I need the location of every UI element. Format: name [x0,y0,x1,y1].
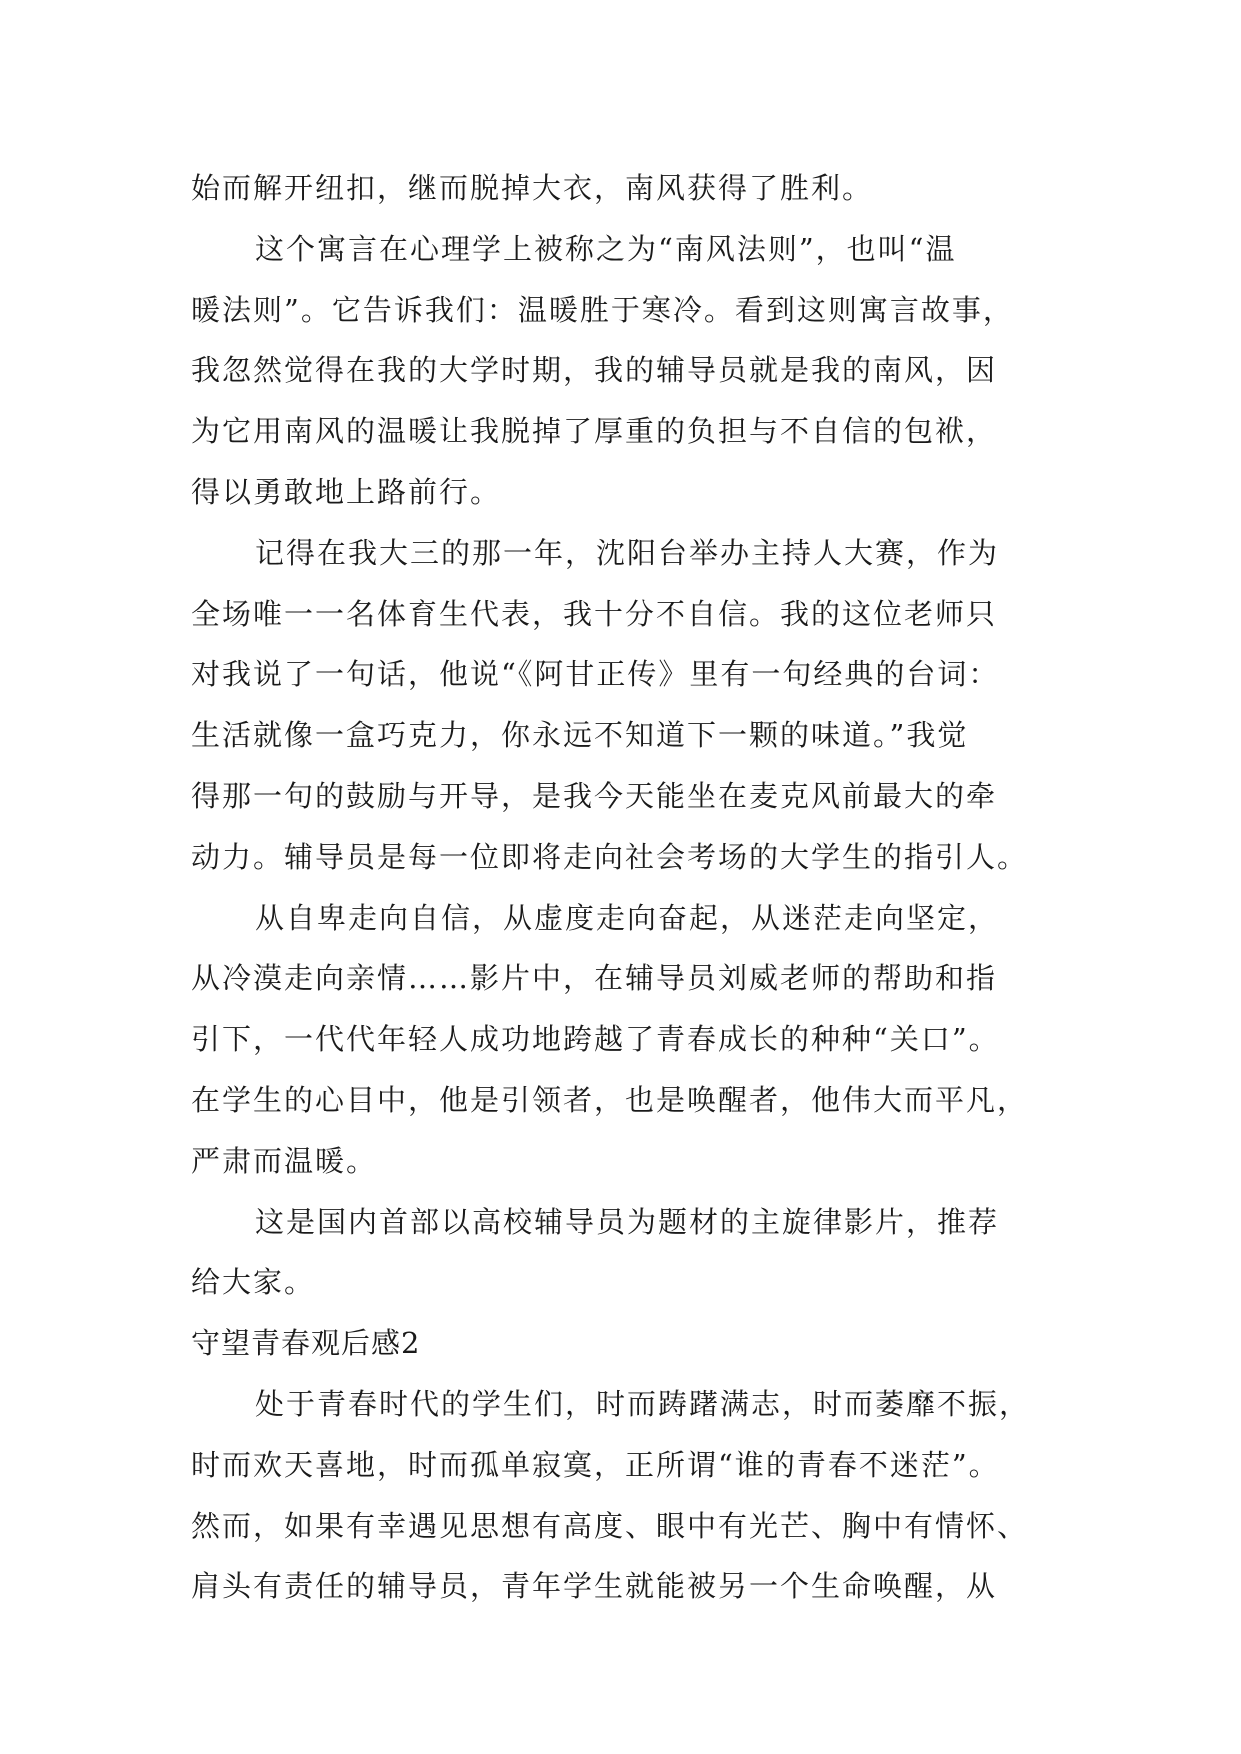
section-heading: 守望青春观后感2 [191,1326,421,1361]
paragraph-start-line: 处于青春时代的学生们，时而踌躇满志，时而萎靡不振， [255,1386,1031,1421]
text-line: 严肃而温暖。 [191,1143,378,1178]
text-line: 全场唯一一名体育生代表，我十分不自信。我的这位老师只 [191,596,998,631]
text-line: 在学生的心目中，他是引领者，也是唤醒者，他伟大而平凡， [191,1082,1029,1117]
text-line: 时而欢天喜地，时而孤单寂寞，正所谓“谁的青春不迷茫”。 [191,1447,1000,1482]
text-line: 引下，一代代年轻人成功地跨越了青春成长的种种“关口”。 [191,1022,1000,1057]
text-line: 得以勇敢地上路前行。 [191,474,502,509]
text-line: 动力。辅导员是每一位即将走向社会考场的大学生的指引人。 [191,839,1029,874]
text-line: 暖法则”。它告诉我们：温暖胜于寒冷。看到这则寓言故事， [191,292,1014,327]
paragraph-start-line: 记得在我大三的那一年，沈阳台举办主持人大赛，作为 [255,535,1000,570]
document-body [191,158,1071,1617]
text-line: 对我说了一句话，他说“《阿甘正传》里有一句经典的台词： [191,657,1000,692]
text-line: 始而解开纽扣，继而脱掉大衣，南风获得了胜利。 [191,171,874,205]
paragraph-start-line: 这个寓言在心理学上被称之为“南风法则”，也叫“温 [255,231,957,266]
text-line: 生活就像一盒巧克力，你永远不知道下一颗的味道。”我觉 [191,718,969,753]
paragraph-start-line: 从自卑走向自信，从虚度走向奋起，从迷茫走向坚定， [255,900,1000,935]
text-line: 得那一句的鼓励与开导，是我今天能坐在麦克风前最大的牵 [191,778,998,813]
paragraph-start-line: 这是国内首部以高校辅导员为题材的主旋律影片，推荐 [255,1204,1000,1239]
text-line: 我忽然觉得在我的大学时期，我的辅导员就是我的南风，因 [191,353,998,388]
text-line: 肩头有责任的辅导员，青年学生就能被另一个生命唤醒，从 [191,1569,998,1604]
text-line: 从冷漠走向亲情……影片中，在辅导员刘威老师的帮助和指 [191,961,998,996]
text-line: 为它用南风的温暖让我脱掉了厚重的负担与不自信的包袱， [191,414,998,449]
text-line: 给大家。 [191,1265,316,1300]
text-line: 然而，如果有幸遇见思想有高度、眼中有光芒、胸中有情怀、 [191,1508,1029,1543]
